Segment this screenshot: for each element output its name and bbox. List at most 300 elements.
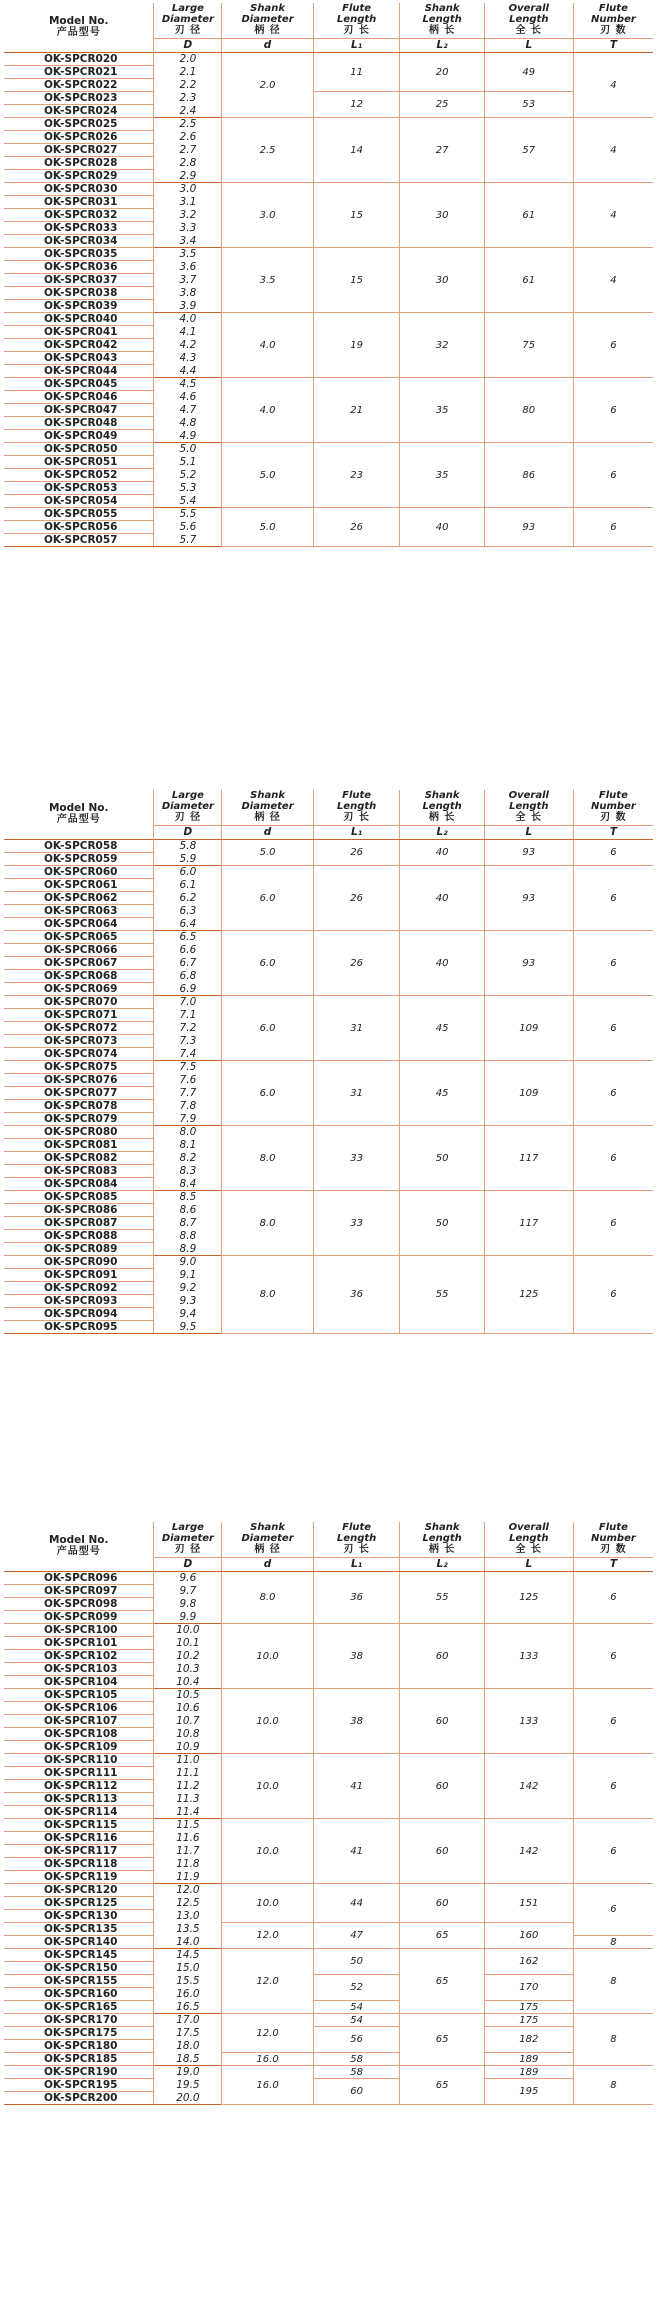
model-number: OK-SPCR076: [4, 1074, 154, 1087]
column-header-cn: 全 长: [515, 1544, 543, 1555]
shank-length: 45: [400, 1061, 484, 1126]
shank-diameter: 10.0: [222, 1819, 313, 1884]
model-number: OK-SPCR079: [4, 1113, 154, 1126]
overall-length: 117: [484, 1126, 573, 1191]
column-header-cn: 柄 径: [254, 812, 281, 823]
model-number: OK-SPCR048: [4, 417, 154, 430]
column-header-cn: 刃 数: [600, 812, 627, 823]
large-diameter: 5.9: [154, 853, 222, 866]
shank-length: 60: [400, 1624, 484, 1689]
overall-length: 160: [484, 1923, 573, 1949]
shank-length: 50: [400, 1191, 484, 1256]
model-header: [4, 1522, 154, 1572]
table-row: [4, 866, 653, 879]
model-header-cn: 产品型号: [56, 1545, 101, 1557]
shank-length: 50: [400, 1126, 484, 1191]
flute-length: 56: [313, 2027, 400, 2053]
large-diameter: 16.0: [154, 1988, 222, 2001]
flute-number: 8: [573, 2066, 653, 2105]
large-diameter: 10.8: [154, 1728, 222, 1741]
column-header: [484, 3, 573, 39]
model-number: OK-SPCR032: [4, 209, 154, 222]
large-diameter: 7.4: [154, 1048, 222, 1061]
shank-diameter: 16.0: [222, 2053, 313, 2066]
large-diameter: 6.3: [154, 905, 222, 918]
large-diameter: 2.2: [154, 79, 222, 92]
column-header-en: Large: [171, 3, 204, 14]
large-diameter: 4.2: [154, 339, 222, 352]
column-header-cn: 柄 长: [428, 1544, 456, 1555]
model-number: OK-SPCR089: [4, 1243, 154, 1256]
model-number: OK-SPCR088: [4, 1230, 154, 1243]
large-diameter: 8.0: [154, 1126, 222, 1139]
overall-length: 53: [484, 92, 573, 118]
model-number: OK-SPCR061: [4, 879, 154, 892]
flute-length: 33: [313, 1126, 400, 1191]
model-number: OK-SPCR031: [4, 196, 154, 209]
large-diameter: 11.2: [154, 1780, 222, 1793]
large-diameter: 11.0: [154, 1754, 222, 1767]
flute-number: 4: [573, 53, 653, 118]
large-diameter: 6.4: [154, 918, 222, 931]
large-diameter: 9.3: [154, 1295, 222, 1308]
model-number: OK-SPCR200: [4, 2092, 154, 2105]
large-diameter: 11.7: [154, 1845, 222, 1858]
overall-length: 151: [484, 1884, 573, 1923]
large-diameter: 2.3: [154, 92, 222, 105]
large-diameter: 9.7: [154, 1585, 222, 1598]
column-header-cn: 柄 长: [428, 25, 456, 36]
table-row: [4, 1256, 653, 1269]
shank-length: 27: [400, 118, 484, 183]
large-diameter: 7.1: [154, 1009, 222, 1022]
model-number: OK-SPCR150: [4, 1962, 154, 1975]
flute-number: 6: [573, 378, 653, 443]
model-number: OK-SPCR086: [4, 1204, 154, 1217]
shank-diameter: 10.0: [222, 1884, 313, 1923]
column-header-en: Overall: [508, 1522, 549, 1533]
column-symbol: L₁: [313, 826, 400, 840]
model-number: OK-SPCR033: [4, 222, 154, 235]
model-header: [4, 3, 154, 53]
shank-length: 65: [400, 1923, 484, 1949]
model-number: OK-SPCR062: [4, 892, 154, 905]
flute-number: 6: [573, 1191, 653, 1256]
large-diameter: 5.3: [154, 482, 222, 495]
column-header-en: Number: [591, 801, 636, 812]
model-number: OK-SPCR047: [4, 404, 154, 417]
column-header-cn: 全 长: [515, 25, 543, 36]
model-number: OK-SPCR058: [4, 840, 154, 853]
column-header-en: Length: [336, 1533, 377, 1544]
table-row: [4, 2079, 653, 2092]
flute-number: 6: [573, 1572, 653, 1624]
shank-diameter: 4.0: [222, 378, 313, 443]
model-number: OK-SPCR104: [4, 1676, 154, 1689]
table-row: [4, 1754, 653, 1767]
flute-length: 14: [313, 118, 400, 183]
model-number: OK-SPCR065: [4, 931, 154, 944]
column-symbol: L₂: [400, 826, 484, 840]
model-number: OK-SPCR170: [4, 2014, 154, 2027]
model-number: OK-SPCR085: [4, 1191, 154, 1204]
model-number: OK-SPCR054: [4, 495, 154, 508]
flute-number: 6: [573, 996, 653, 1061]
large-diameter: 9.0: [154, 1256, 222, 1269]
large-diameter: 2.0: [154, 53, 222, 66]
large-diameter: 2.7: [154, 144, 222, 157]
model-number: OK-SPCR066: [4, 944, 154, 957]
overall-length: 93: [484, 508, 573, 547]
flute-length: 44: [313, 1884, 400, 1923]
large-diameter: 7.9: [154, 1113, 222, 1126]
flute-number: 6: [573, 1754, 653, 1819]
large-diameter: 7.0: [154, 996, 222, 1009]
large-diameter: 20.0: [154, 2092, 222, 2105]
shank-diameter: 5.0: [222, 840, 313, 866]
large-diameter: 8.9: [154, 1243, 222, 1256]
large-diameter: 10.1: [154, 1637, 222, 1650]
model-number: OK-SPCR077: [4, 1087, 154, 1100]
model-number: OK-SPCR045: [4, 378, 154, 391]
flute-length: 19: [313, 313, 400, 378]
column-header: [154, 1522, 222, 1558]
large-diameter: 4.0: [154, 313, 222, 326]
column-header: [222, 790, 313, 826]
large-diameter: 9.1: [154, 1269, 222, 1282]
shank-diameter: 8.0: [222, 1256, 313, 1334]
shank-length: 30: [400, 248, 484, 313]
large-diameter: 5.0: [154, 443, 222, 456]
model-number: OK-SPCR195: [4, 2079, 154, 2092]
column-symbol: L₂: [400, 39, 484, 53]
model-number: OK-SPCR087: [4, 1217, 154, 1230]
large-diameter: 7.6: [154, 1074, 222, 1087]
flute-length: 58: [313, 2066, 400, 2079]
column-header-en: Number: [591, 1533, 636, 1544]
model-number: OK-SPCR069: [4, 983, 154, 996]
column-symbol: L₁: [313, 39, 400, 53]
table-row: [4, 2001, 653, 2014]
column-header-cn: 刃 长: [343, 1544, 370, 1555]
model-number: OK-SPCR052: [4, 469, 154, 482]
model-number: OK-SPCR027: [4, 144, 154, 157]
model-number: OK-SPCR097: [4, 1585, 154, 1598]
model-number: OK-SPCR099: [4, 1611, 154, 1624]
overall-length: 189: [484, 2066, 573, 2079]
flute-number: 4: [573, 183, 653, 248]
large-diameter: 8.7: [154, 1217, 222, 1230]
column-header-en: Length: [422, 1533, 462, 1544]
model-number: OK-SPCR118: [4, 1858, 154, 1871]
model-header: [4, 790, 154, 840]
column-header-cn: 刃 径: [174, 812, 202, 823]
column-symbol: L: [484, 826, 573, 840]
model-number: OK-SPCR043: [4, 352, 154, 365]
large-diameter: 8.8: [154, 1230, 222, 1243]
table-row: [4, 183, 653, 196]
column-header-cn: 刃 长: [343, 812, 370, 823]
overall-length: 75: [484, 313, 573, 378]
large-diameter: 3.2: [154, 209, 222, 222]
column-header-en: Diameter: [241, 801, 294, 812]
flute-length: 47: [313, 1923, 400, 1949]
large-diameter: 2.9: [154, 170, 222, 183]
large-diameter: 6.1: [154, 879, 222, 892]
column-header-en: Overall: [508, 790, 549, 801]
shank-diameter: 16.0: [222, 2066, 313, 2105]
flute-number: 8: [573, 2014, 653, 2066]
column-header: [400, 1522, 484, 1558]
shank-length: 30: [400, 183, 484, 248]
flute-length: 60: [313, 2079, 400, 2105]
large-diameter: 11.1: [154, 1767, 222, 1780]
column-header-en: Diameter: [241, 14, 294, 25]
column-header: [400, 3, 484, 39]
model-number: OK-SPCR185: [4, 2053, 154, 2066]
overall-length: 175: [484, 2001, 573, 2014]
large-diameter: 17.5: [154, 2027, 222, 2040]
shank-length: 55: [400, 1572, 484, 1624]
large-diameter: 9.2: [154, 1282, 222, 1295]
shank-diameter: 5.0: [222, 508, 313, 547]
model-number: OK-SPCR112: [4, 1780, 154, 1793]
model-number: OK-SPCR053: [4, 482, 154, 495]
large-diameter: 8.4: [154, 1178, 222, 1191]
flute-length: 41: [313, 1754, 400, 1819]
large-diameter: 3.1: [154, 196, 222, 209]
column-header-cn: 刃 径: [174, 25, 202, 36]
large-diameter: 5.7: [154, 534, 222, 547]
column-header-en: Flute: [598, 790, 628, 801]
model-number: OK-SPCR026: [4, 131, 154, 144]
large-diameter: 18.0: [154, 2040, 222, 2053]
model-number: OK-SPCR037: [4, 274, 154, 287]
overall-length: 86: [484, 443, 573, 508]
column-header: [154, 790, 222, 826]
model-number: OK-SPCR101: [4, 1637, 154, 1650]
flute-length: 33: [313, 1191, 400, 1256]
model-number: OK-SPCR063: [4, 905, 154, 918]
overall-length: 61: [484, 183, 573, 248]
table-row: [4, 1061, 653, 1074]
shank-length: 40: [400, 508, 484, 547]
overall-length: 109: [484, 996, 573, 1061]
shank-diameter: 4.0: [222, 313, 313, 378]
model-number: OK-SPCR140: [4, 1936, 154, 1949]
shank-length: 32: [400, 313, 484, 378]
column-header: [313, 1522, 400, 1558]
large-diameter: 3.7: [154, 274, 222, 287]
flute-number: 6: [573, 1819, 653, 1884]
overall-length: 142: [484, 1754, 573, 1819]
table-row: [4, 1126, 653, 1139]
shank-diameter: 10.0: [222, 1624, 313, 1689]
column-header-en: Large: [171, 790, 204, 801]
model-number: OK-SPCR051: [4, 456, 154, 469]
model-number: OK-SPCR103: [4, 1663, 154, 1676]
shank-diameter: 8.0: [222, 1126, 313, 1191]
model-number: OK-SPCR039: [4, 300, 154, 313]
large-diameter: 7.3: [154, 1035, 222, 1048]
large-diameter: 4.6: [154, 391, 222, 404]
flute-length: 26: [313, 840, 400, 866]
overall-length: 189: [484, 2053, 573, 2066]
overall-length: 57: [484, 118, 573, 183]
shank-diameter: 12.0: [222, 1923, 313, 1949]
overall-length: 93: [484, 931, 573, 996]
large-diameter: 2.4: [154, 105, 222, 118]
large-diameter: 4.1: [154, 326, 222, 339]
large-diameter: 9.9: [154, 1611, 222, 1624]
overall-length: 125: [484, 1256, 573, 1334]
table-row: [4, 443, 653, 456]
shank-diameter: 8.0: [222, 1191, 313, 1256]
overall-length: 93: [484, 840, 573, 866]
model-number: OK-SPCR081: [4, 1139, 154, 1152]
flute-length: 52: [313, 1975, 400, 2001]
large-diameter: 3.6: [154, 261, 222, 274]
flute-number: 8: [573, 1949, 653, 2014]
column-header: [313, 3, 400, 39]
flute-number: 4: [573, 248, 653, 313]
model-number: OK-SPCR020: [4, 53, 154, 66]
model-number: OK-SPCR059: [4, 853, 154, 866]
large-diameter: 6.2: [154, 892, 222, 905]
model-header-cn: 产品型号: [56, 813, 101, 825]
overall-length: 170: [484, 1975, 573, 2001]
large-diameter: 15.0: [154, 1962, 222, 1975]
overall-length: 142: [484, 1819, 573, 1884]
model-number: OK-SPCR074: [4, 1048, 154, 1061]
model-number: OK-SPCR119: [4, 1871, 154, 1884]
large-diameter: 11.4: [154, 1806, 222, 1819]
shank-diameter: 3.5: [222, 248, 313, 313]
model-number: OK-SPCR095: [4, 1321, 154, 1334]
flute-length: 36: [313, 1256, 400, 1334]
overall-length: 133: [484, 1624, 573, 1689]
overall-length: 49: [484, 53, 573, 92]
large-diameter: 11.3: [154, 1793, 222, 1806]
model-number: OK-SPCR115: [4, 1819, 154, 1832]
spec-table: [4, 790, 653, 1334]
model-number: OK-SPCR071: [4, 1009, 154, 1022]
shank-length: 35: [400, 378, 484, 443]
column-header-en: Flute: [342, 790, 372, 801]
flute-number: 6: [573, 443, 653, 508]
model-number: OK-SPCR117: [4, 1845, 154, 1858]
large-diameter: 14.5: [154, 1949, 222, 1962]
column-header-en: Length: [509, 1533, 549, 1544]
overall-length: 182: [484, 2027, 573, 2053]
model-number: OK-SPCR145: [4, 1949, 154, 1962]
large-diameter: 9.5: [154, 1321, 222, 1334]
large-diameter: 6.7: [154, 957, 222, 970]
column-symbol: L: [484, 39, 573, 53]
column-header-en: Diameter: [161, 1533, 214, 1544]
model-number: OK-SPCR024: [4, 105, 154, 118]
model-number: OK-SPCR083: [4, 1165, 154, 1178]
flute-number: 8: [573, 1936, 653, 1949]
overall-length: 61: [484, 248, 573, 313]
table-row: [4, 840, 653, 853]
model-number: OK-SPCR155: [4, 1975, 154, 1988]
flute-length: 38: [313, 1624, 400, 1689]
column-header-cn: 柄 径: [254, 1544, 281, 1555]
column-header-cn: 全 长: [515, 812, 543, 823]
large-diameter: 5.2: [154, 469, 222, 482]
model-number: OK-SPCR060: [4, 866, 154, 879]
table-row: [4, 92, 653, 105]
table-row: [4, 1975, 653, 1988]
column-symbol: T: [573, 826, 653, 840]
model-header-cn: 产品型号: [56, 26, 101, 38]
shank-length: 35: [400, 443, 484, 508]
shank-diameter: 2.0: [222, 53, 313, 118]
overall-length: 162: [484, 1949, 573, 1975]
column-header-en: Diameter: [161, 14, 214, 25]
large-diameter: 2.5: [154, 118, 222, 131]
large-diameter: 2.8: [154, 157, 222, 170]
column-header-en: Flute: [598, 3, 628, 14]
large-diameter: 8.3: [154, 1165, 222, 1178]
flute-length: 31: [313, 1061, 400, 1126]
model-number: OK-SPCR093: [4, 1295, 154, 1308]
column-symbol: D: [154, 826, 222, 840]
column-header-en: Length: [509, 14, 549, 25]
column-header-en: Length: [509, 801, 549, 812]
table-row: [4, 1572, 653, 1585]
large-diameter: 8.5: [154, 1191, 222, 1204]
shank-length: 40: [400, 840, 484, 866]
model-number: OK-SPCR078: [4, 1100, 154, 1113]
column-header-cn: 刃 数: [600, 1544, 627, 1555]
shank-length: 65: [400, 1949, 484, 2014]
shank-length: 55: [400, 1256, 484, 1334]
flute-number: 6: [573, 1126, 653, 1191]
column-header-en: Shank: [250, 790, 285, 801]
table-row: [4, 2053, 653, 2066]
flute-length: 26: [313, 508, 400, 547]
table-row: [4, 996, 653, 1009]
column-header: [222, 1522, 313, 1558]
column-header-en: Diameter: [241, 1533, 294, 1544]
model-number: OK-SPCR114: [4, 1806, 154, 1819]
shank-length: 60: [400, 1754, 484, 1819]
column-header-en: Shank: [424, 3, 460, 14]
shank-diameter: 10.0: [222, 1689, 313, 1754]
model-number: OK-SPCR107: [4, 1715, 154, 1728]
model-number: OK-SPCR040: [4, 313, 154, 326]
large-diameter: 10.9: [154, 1741, 222, 1754]
model-number: OK-SPCR094: [4, 1308, 154, 1321]
large-diameter: 6.9: [154, 983, 222, 996]
large-diameter: 6.0: [154, 866, 222, 879]
shank-length: 40: [400, 866, 484, 931]
model-number: OK-SPCR130: [4, 1910, 154, 1923]
model-number: OK-SPCR028: [4, 157, 154, 170]
shank-diameter: 10.0: [222, 1754, 313, 1819]
model-number: OK-SPCR035: [4, 248, 154, 261]
large-diameter: 7.8: [154, 1100, 222, 1113]
model-number: OK-SPCR090: [4, 1256, 154, 1269]
large-diameter: 8.6: [154, 1204, 222, 1217]
column-header: [573, 3, 653, 39]
model-number: OK-SPCR072: [4, 1022, 154, 1035]
flute-number: 6: [573, 1884, 653, 1936]
table-row: [4, 1191, 653, 1204]
model-number: OK-SPCR105: [4, 1689, 154, 1702]
